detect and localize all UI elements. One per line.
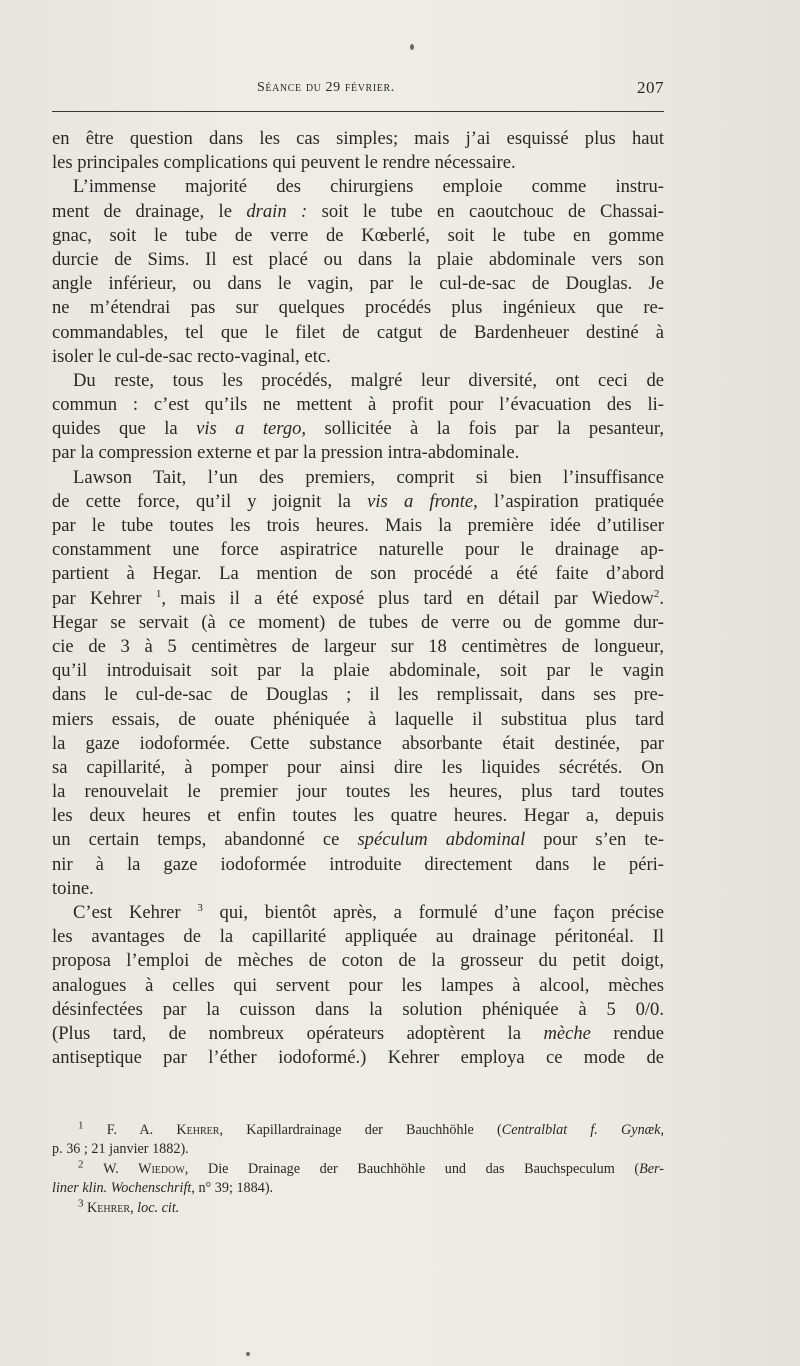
text-line: qu’il introduisait soit par la plaie abdominale, soit par le vagin (52, 660, 664, 682)
text-line: partient à Hegar. La mention de son procédé a été faite d’abord (52, 563, 664, 585)
text-line: proposa l’emploi de mèches de coton de la grosseur du petit doigt, (52, 950, 664, 972)
body-text (52, 127, 664, 1070)
text-line: de cette force, qu’il y joignit la vis a fronte, l’aspiration pratiquée (52, 490, 665, 512)
text-line: C’est Kehrer $^3$ qui, bientôt après, a formulé d’une façon précise (73, 901, 664, 923)
text-line: par Kehrer $^1$, mais il a été exposé plus tard en détail par Wiedow$^2$. (52, 587, 664, 609)
text-line: par la compression externe et par la pression intra-abdominale. (52, 442, 520, 464)
text-line: gnac, soit le tube de verre de Kœberlé, soit le tube en gomme (52, 224, 664, 246)
text-line: quides que la vis a tergo, sollicitée à la fois par la pesanteur, (52, 418, 664, 440)
text-line: les principales complications qui peuvent le rendre nécessaire. (52, 152, 516, 174)
text-line: durcie de Sims. Il est placé ou dans la plaie abdominale vers son (52, 248, 664, 270)
footnote-2: $^2$ W. Wiedow, Die Drainage der Bauchhöhle und das Bauchspeculum (Ber- (78, 1158, 665, 1177)
page-number: 207 (637, 78, 664, 97)
text-line: désinfectées par la cuisson dans la solution phéniquée à 5 0/0. (52, 998, 664, 1020)
text-line: commandables, tel que le filet de catgut de Bardenheuer destiné à (52, 321, 664, 343)
paper-speck (410, 44, 414, 50)
text-line: angle inférieur, ou dans le vagin, par le cul-de-sac de Douglas. Je (52, 273, 664, 295)
text-line: les deux heures et enfin toutes les quatre heures. Hegar a, depuis (52, 805, 664, 827)
text-line: sa capillarité, à pomper pour ainsi dire les liquides sécrétés. On (52, 756, 664, 778)
text-line: la renouvelait le premier jour toutes les heures, plus tard toutes (52, 781, 664, 803)
text-line: miers essais, de ouate phéniquée à laquelle il substitua plus tard (52, 708, 664, 730)
text-line: les avantages de la capillarité appliquée au drainage péritonéal. Il (52, 926, 664, 948)
text-line: ne m’étendrai pas sur quelques procédés plus ingénieux que re- (52, 297, 664, 319)
text-line: commun : c’est qu’ils ne mettent à profit pour l’évacuation des li- (52, 394, 664, 416)
text-line: la gaze iodoformée. Cette substance absorbante était destinée, par (52, 732, 664, 754)
text-line: Lawson Tait, l’un des premiers, comprit si bien l’insuffisance (73, 466, 664, 488)
footnote-ref: 2 (653, 587, 660, 600)
footnotes (52, 1121, 664, 1218)
text-line: en être question dans les cas simples; mais j’ai esquissé plus haut (52, 128, 664, 149)
text-line: toine. (52, 877, 94, 899)
text-line: cie de 3 à 5 centimètres de largeur sur 18 centimètres de longueur, (52, 635, 664, 657)
text-line: un certain temps, abandonné ce spéculum abdominal pour s’en te- (52, 829, 664, 851)
footnote-3: $^3$ Kehrer, loc. cit. (78, 1196, 180, 1216)
text-line: isoler le cul-de-sac recto-vaginal, etc. (52, 345, 331, 367)
text-line: L’immense majorité des chirurgiens emploie comme instru- (73, 176, 664, 198)
page-header (52, 78, 664, 100)
text-line: par le tube toutes les trois heures. Mais la première idée d’utiliser (52, 515, 664, 536)
text-line: analogues à celles qui servent pour les lampes à alcool, mèches (52, 974, 664, 996)
text-line: ment de drainage, le drain : soit le tube en caoutchouc de Chassai- (52, 200, 664, 222)
text-line: (Plus tard, de nombreux opérateurs adoptèrent la mèche rendue (52, 1022, 664, 1044)
footnote-ref: 1 (155, 587, 162, 600)
text-line: constamment une force aspiratrice naturelle pour le drainage ap- (52, 539, 664, 561)
footnote-1: $^1$ F. A. Kehrer, Kapillardrainage der Bauchhöhle (Centralblat f. Gynæk, (78, 1119, 664, 1138)
footnote-ref: 3 (197, 901, 203, 914)
text-line: Hegar se servait (à ce moment) de tubes de verre ou de gomme dur- (52, 611, 664, 633)
text-line: antiseptique par l’éther iodoformé.) Kehrer employa ce mode de (52, 1047, 664, 1069)
running-title: Séance du 29 février. (257, 80, 395, 95)
header-rule (52, 111, 664, 112)
footnote-1-cont: p. 36 ; 21 janvier 1882). (52, 1141, 189, 1158)
text-line: Du reste, tous les procédés, malgré leur diversité, ont ceci de (73, 369, 664, 391)
text-line: nir à la gaze iodoformée introduite directement dans le péri- (52, 853, 664, 875)
footnote-2-cont: liner klin. Wochenschrift, n° 39; 1884). (52, 1180, 274, 1197)
text-line: dans le cul-de-sac de Douglas ; il les remplissait, dans ses pre- (52, 684, 664, 706)
paper-speck (246, 1352, 250, 1356)
